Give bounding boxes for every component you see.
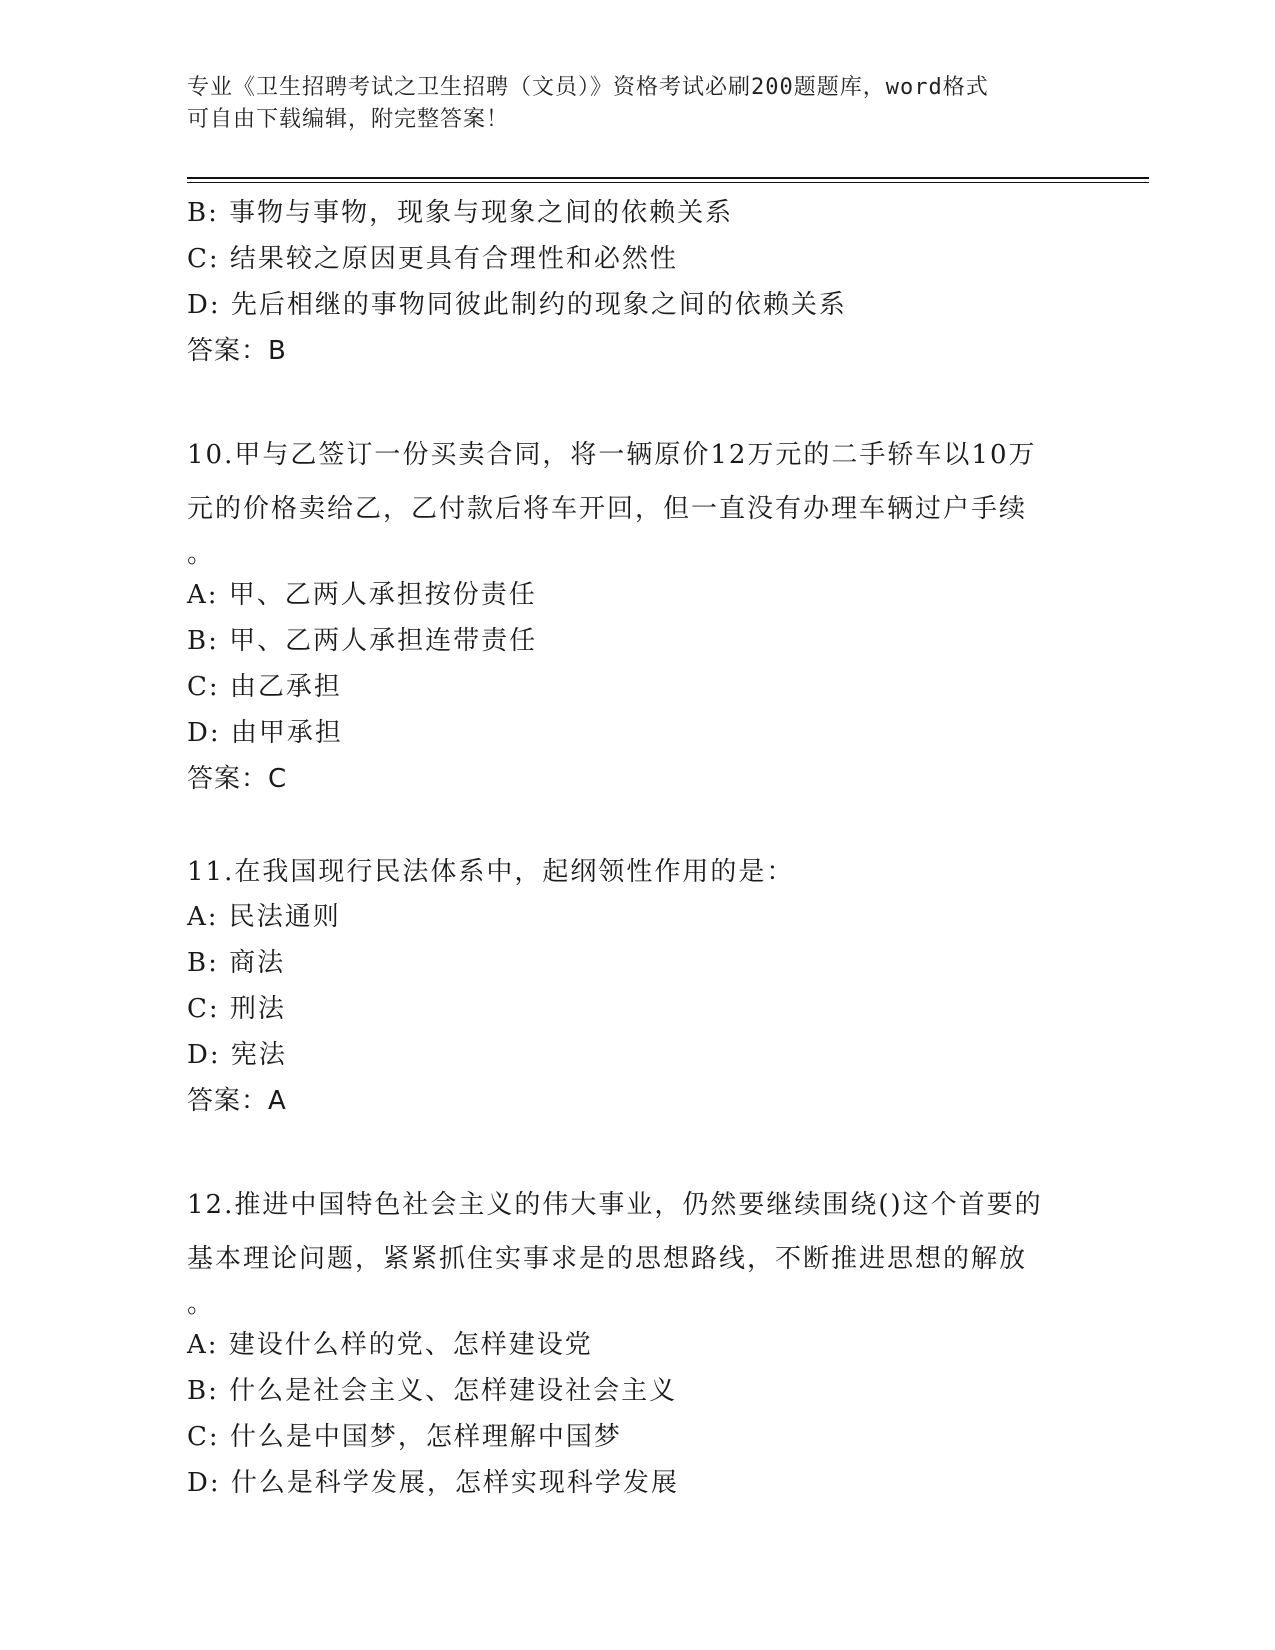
- header-rule-thin: [187, 182, 1149, 183]
- question-text-line: 10.甲与乙签订一份买卖合同，将一辆原价12万元的二手轿车以10万: [187, 440, 1037, 470]
- option-d: D: 什么是科学发展，怎样实现科学发展: [187, 1468, 679, 1498]
- question-11: [187, 850, 1087, 1124]
- option-c: C: 结果较之原因更具有合理性和必然性: [187, 244, 678, 274]
- answer-line: 答案：C: [187, 764, 288, 794]
- option-d: D: 由甲承担: [187, 718, 343, 748]
- option-a: A: 甲、乙两人承担按份责任: [187, 580, 537, 610]
- option-d: D: 先后相继的事物同彼此制约的现象之间的依赖关系: [187, 290, 847, 320]
- option-d: D: 宪法: [187, 1040, 287, 1070]
- question-9: [187, 190, 1087, 374]
- document-header: [187, 72, 1087, 136]
- answer-line: 答案：B: [187, 336, 287, 366]
- option-c: C: 由乙承担: [187, 672, 342, 702]
- question-text-line: 元的价格卖给乙，乙付款后将车开回，但一直没有办理车辆过户手续: [187, 494, 1028, 524]
- option-b: B: 甲、乙两人承担连带责任: [187, 626, 538, 656]
- option-b: B: 商法: [187, 948, 286, 978]
- question-text: [187, 428, 1087, 572]
- option-c: C: 刑法: [187, 994, 286, 1024]
- answer-line: 答案：A: [187, 1086, 287, 1116]
- header-line-2: 可自由下载编辑，附完整答案！: [187, 107, 510, 132]
- spacer: [187, 802, 1087, 848]
- spacer: [187, 374, 1087, 420]
- option-a: A: 民法通则: [187, 902, 341, 932]
- question-text: [187, 1178, 1087, 1322]
- question-text: 11.在我国现行民法体系中，起纲领性作用的是：: [187, 857, 795, 887]
- option-b: B: 事物与事物，现象与现象之间的依赖关系: [187, 198, 734, 228]
- header-rule-thick: [187, 177, 1149, 179]
- question-text-line: 。: [187, 539, 216, 569]
- question-text-line: 12.推进中国特色社会主义的伟大事业，仍然要继续围绕()这个首要的: [187, 1190, 1043, 1220]
- spacer: [187, 1124, 1087, 1170]
- question-text-line: 。: [187, 1289, 216, 1319]
- option-a: A: 建设什么样的党、怎样建设党: [187, 1330, 593, 1360]
- option-c: C: 什么是中国梦，怎样理解中国梦: [187, 1422, 622, 1452]
- question-list: [187, 190, 1087, 1506]
- header-line-1: 专业《卫生招聘考试之卫生招聘（文员）》资格考试必刷200题题库，word格式: [187, 75, 989, 100]
- question-12: [187, 1178, 1087, 1506]
- question-10: [187, 428, 1087, 802]
- question-text-line: 基本理论问题，紧紧抓住实事求是的思想路线，不断推进思想的解放: [187, 1244, 1028, 1274]
- option-b: B: 什么是社会主义、怎样建设社会主义: [187, 1376, 678, 1406]
